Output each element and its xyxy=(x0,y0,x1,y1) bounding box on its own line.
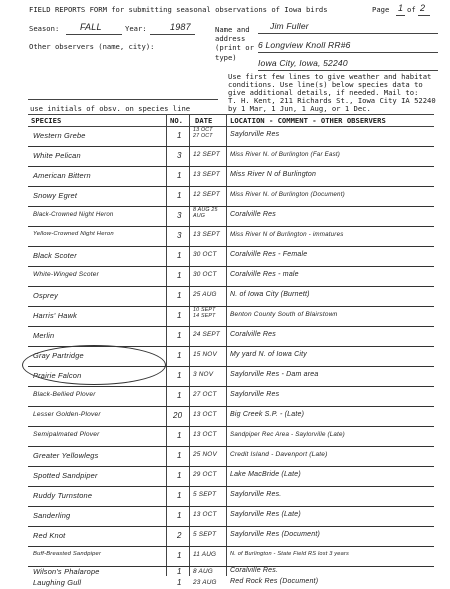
species-cell: Snowy Egret xyxy=(33,191,78,200)
date-cell: 30 OCT xyxy=(193,251,217,258)
table-row xyxy=(0,487,450,507)
location-cell: Benton County South of Blairstown xyxy=(230,311,338,318)
species-cell: American Bittern xyxy=(33,171,91,180)
table-row xyxy=(0,307,450,327)
initials-note: use initials of obsv. on species line xyxy=(30,104,191,113)
number-cell: 3 xyxy=(177,231,182,240)
species-cell: Gray Partridge xyxy=(33,351,84,360)
species-cell: Prairie Falcon xyxy=(33,371,82,380)
date-cell: 30 OCT xyxy=(193,271,217,278)
species-cell: Yellow-Crowned Night Heron xyxy=(33,231,114,237)
location-cell: Credit Island - Davenport (Late) xyxy=(230,451,328,458)
species-cell: Laughing Gull xyxy=(33,578,82,587)
species-cell: Osprey xyxy=(33,291,59,300)
number-cell: 1 xyxy=(177,431,182,440)
column-species: SPECIES xyxy=(31,116,62,125)
location-cell: Miss River N. of Burlington (Far East) xyxy=(230,151,341,158)
date-cell: 13 SEPT xyxy=(193,231,220,238)
location-cell: Lake MacBride (Late) xyxy=(230,471,301,478)
table-row xyxy=(0,447,450,467)
table-row xyxy=(0,247,450,267)
date-cell: 13 OCT 27 OCT xyxy=(193,127,213,139)
number-cell: 1 xyxy=(177,578,182,587)
date-cell: 13 OCT xyxy=(193,411,217,418)
instruction-line-3: give additional details, if needed. Mail to: xyxy=(228,88,419,97)
species-cell: Semipalmated Plover xyxy=(33,431,100,438)
location-cell: Miss River N of Burlington - immatures xyxy=(230,231,344,238)
species-cell: Black Scoter xyxy=(33,251,77,260)
page-number: 1 xyxy=(398,3,404,13)
table-row xyxy=(0,407,450,427)
species-cell: Harris' Hawk xyxy=(33,311,78,320)
table-row xyxy=(0,227,450,247)
number-cell: 1 xyxy=(177,371,182,380)
number-cell: 1 xyxy=(177,511,182,520)
number-cell: 1 xyxy=(177,567,182,576)
table-row xyxy=(0,267,450,287)
location-cell: Miss River N. of Burlington (Document) xyxy=(230,191,345,198)
table-row xyxy=(0,427,450,447)
date-cell: 11 AUG xyxy=(193,551,217,558)
species-cell: Spotted Sandpiper xyxy=(33,471,98,480)
location-cell: Sandpiper Rec Area - Saylorville (Late) xyxy=(230,431,345,438)
date-cell: 27 OCT xyxy=(193,391,217,398)
date-cell: 10 SEPT 14 SEPT xyxy=(193,307,216,319)
year-value: 1987 xyxy=(170,22,191,32)
address-line-1: 6 Longview Knoll RR#6 xyxy=(258,40,351,50)
table-row xyxy=(0,547,450,567)
location-cell: Coralville Res xyxy=(230,211,276,218)
species-cell: White-Winged Scoter xyxy=(33,271,100,278)
instruction-line-2: conditions. Use line(s) below species data to xyxy=(228,80,423,89)
number-cell: 1 xyxy=(177,251,182,260)
date-cell: 23 AUG xyxy=(193,579,217,586)
table-row xyxy=(0,167,450,187)
date-cell: 24 SEPT xyxy=(193,331,220,338)
table-row xyxy=(0,287,450,307)
observers-label: Other observers (name, city): xyxy=(29,42,155,51)
species-cell: Red Knot xyxy=(33,531,66,540)
date-cell: 5 SEPT xyxy=(193,491,217,498)
date-cell: 3 NOV xyxy=(193,371,214,378)
column-no: NO. xyxy=(170,116,183,125)
number-cell: 1 xyxy=(177,491,182,500)
number-cell: 1 xyxy=(177,391,182,400)
number-cell: 1 xyxy=(177,451,182,460)
season-label: Season: xyxy=(29,24,60,33)
location-cell: Saylorville Res (Document) xyxy=(230,531,321,538)
location-cell: Coralville Res. xyxy=(230,567,279,574)
species-cell: White Pelican xyxy=(33,151,81,160)
table-row xyxy=(0,327,450,347)
location-cell: Coralville Res - Female xyxy=(230,251,308,258)
species-cell: Western Grebe xyxy=(33,131,86,140)
season-value: FALL xyxy=(80,22,102,32)
date-cell: 25 AUG xyxy=(193,291,217,298)
date-cell: 15 NOV xyxy=(193,351,217,358)
instruction-line-1: Use first few lines to give weather and habitat xyxy=(228,72,432,81)
name-value: Jim Fuller xyxy=(270,21,309,31)
location-cell: Coralville Res xyxy=(230,331,276,338)
table-row xyxy=(0,127,450,147)
species-cell: Black-Bellied Plover xyxy=(33,391,96,398)
species-cell: Sanderling xyxy=(33,511,71,520)
species-cell: Buff-Breasted Sandpiper xyxy=(33,551,102,557)
location-cell: Saylorville Res (Late) xyxy=(230,511,301,518)
number-cell: 1 xyxy=(177,291,182,300)
number-cell: 2 xyxy=(177,531,182,540)
number-cell: 1 xyxy=(177,331,182,340)
location-cell: Coralville Res - male xyxy=(230,271,299,278)
number-cell: 1 xyxy=(177,551,182,560)
location-cell: N. of Iowa City (Burnett) xyxy=(230,291,310,298)
date-cell: 25 NOV xyxy=(193,451,217,458)
name-label: Name and address (print or type) xyxy=(215,25,254,62)
column-date: DATE xyxy=(195,116,213,125)
number-cell: 1 xyxy=(177,191,182,200)
location-cell: N. of Burlington - State Field RS lost 3 years xyxy=(230,551,349,557)
year-label: Year: xyxy=(125,24,147,33)
column-location: LOCATION - COMMENT - OTHER OBSERVERS xyxy=(230,116,386,125)
species-cell: Ruddy Turnstone xyxy=(33,491,93,500)
number-cell: 20 xyxy=(173,411,183,420)
location-cell: Saylorville Res - Dam area xyxy=(230,371,319,378)
location-cell: Miss River N of Burlington xyxy=(230,171,317,178)
number-cell: 1 xyxy=(177,171,182,180)
table-row xyxy=(0,507,450,527)
number-cell: 1 xyxy=(177,351,182,360)
date-cell: 8 AUG xyxy=(193,568,213,575)
date-cell: 13 OCT xyxy=(193,511,217,518)
table-row xyxy=(0,387,450,407)
species-cell: Merlin xyxy=(33,331,55,340)
species-cell: Lesser Golden-Plover xyxy=(33,411,101,418)
location-cell: My yard N. of Iowa City xyxy=(230,351,307,358)
location-cell: Saylorville Res xyxy=(230,391,280,398)
number-cell: 1 xyxy=(177,471,182,480)
date-cell: 29 OCT xyxy=(193,471,217,478)
number-cell: 1 xyxy=(177,131,182,140)
location-cell: Saylorville Res. xyxy=(230,491,282,498)
instruction-line-4: T. H. Kent, 211 Richards St., Iowa City IA 52240 xyxy=(228,96,436,105)
number-cell: 3 xyxy=(177,211,182,220)
location-cell: Big Creek S.P. - (Late) xyxy=(230,411,305,418)
of-label: of xyxy=(407,5,416,14)
date-cell: 8 AUG 25 AUG xyxy=(193,207,218,219)
species-cell: Black-Crowned Night Heron xyxy=(33,211,114,218)
address-line-2: Iowa City, Iowa, 52240 xyxy=(258,58,348,68)
location-cell: Saylorville Res xyxy=(230,131,280,138)
table-row xyxy=(0,207,450,227)
date-cell: 13 SEPT xyxy=(193,171,220,178)
table-row xyxy=(0,147,450,167)
page-total: 2 xyxy=(420,3,426,13)
form-title: FIELD REPORTS FORM for submitting seasonal observations of Iowa birds xyxy=(29,5,328,14)
date-cell: 5 SEPT xyxy=(193,531,217,538)
date-cell: 12 SEPT xyxy=(193,151,220,158)
species-cell: Greater Yellowlegs xyxy=(33,451,99,460)
date-cell: 13 OCT xyxy=(193,431,217,438)
species-cell: Wilson's Phalarope xyxy=(33,567,100,576)
table-row xyxy=(0,187,450,207)
instruction-line-5: by 1 Mar, 1 Jun, 1 Aug, or 1 Dec. xyxy=(228,104,371,113)
number-cell: 3 xyxy=(177,151,182,160)
table-row xyxy=(0,467,450,487)
date-cell: 12 SEPT xyxy=(193,191,220,198)
location-cell: Red Rock Res (Document) xyxy=(230,578,319,585)
number-cell: 1 xyxy=(177,271,182,280)
number-cell: 1 xyxy=(177,311,182,320)
table-row xyxy=(0,527,450,547)
table-row xyxy=(0,578,450,589)
circle-annotation xyxy=(22,345,166,385)
table-row xyxy=(0,567,450,578)
page-label: Page xyxy=(372,5,390,14)
